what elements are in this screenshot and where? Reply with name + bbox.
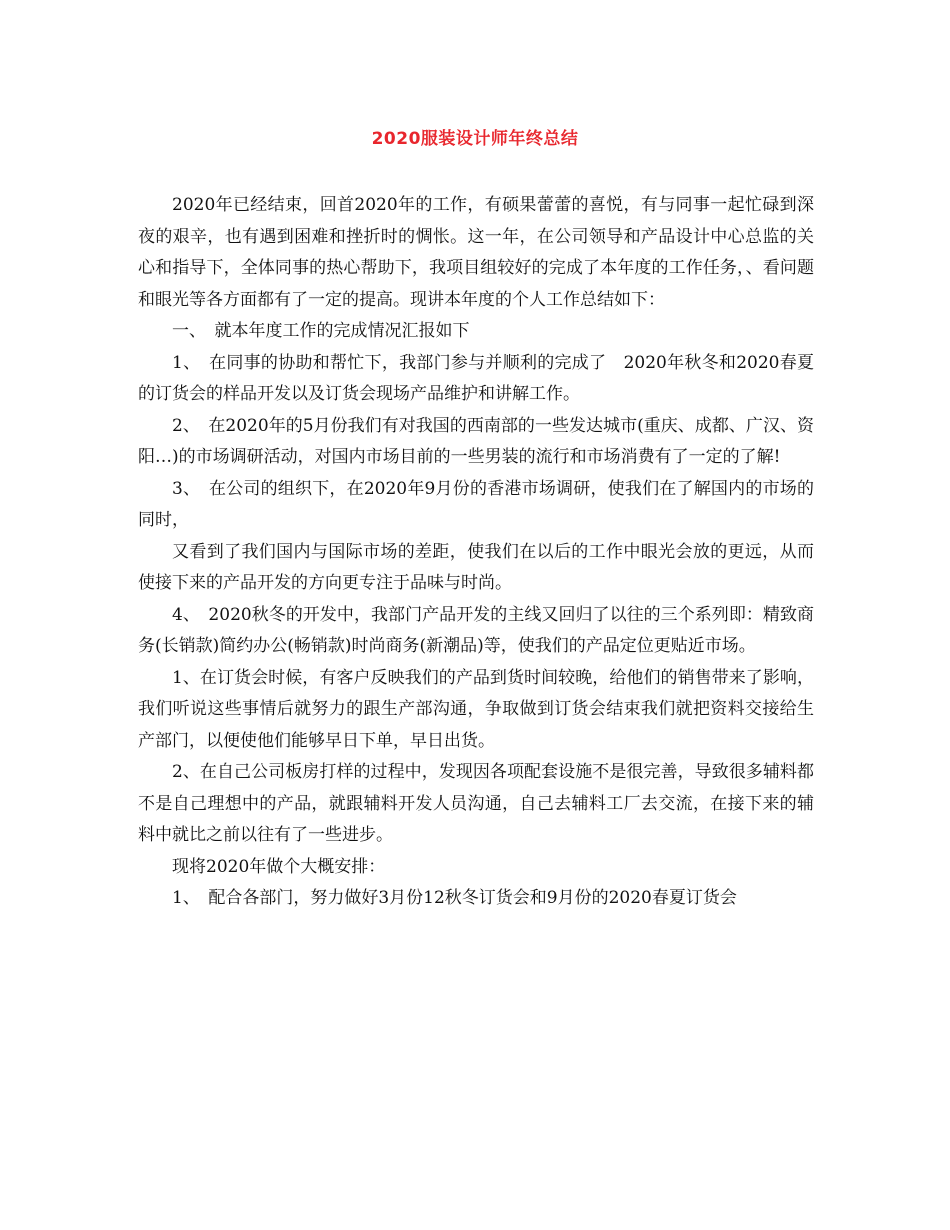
paragraph: 2、在自己公司板房打样的过程中，发现因各项配套设施不是很完善，导致很多辅料都不是自己理想中的产品，就跟辅料开发人员沟通，自己去辅料工厂去交流，在接下来的辅料中就比之前以往有了一些进步。 <box>138 762 814 845</box>
paragraph: 一、 就本年度工作的完成情况汇报如下 <box>172 321 470 341</box>
paragraph: 1、 在同事的协助和帮忙下，我部门参与并顺利的完成了 2020年秋冬和2020春夏的订货会的样品开发以及订货会现场产品维护和讲解工作。 <box>138 352 814 404</box>
paragraph: 3、 在公司的组织下，在2020年9月份的香港市场调研，使我们在了解国内的市场的同时， <box>138 478 814 530</box>
paragraph: 1、在订货会时候，有客户反映我们的产品到货时间较晚，给他们的销售带来了影响，我们听说这些事情后就努力的跟生产部沟通，争取做到订货会结束我们就把资料交接给生产部门，以便使他们能够早日下单，早日出货。 <box>138 667 814 751</box>
document-title: 2020服装设计师年终总结 <box>371 129 579 149</box>
paragraph: 2、 在2020年的5月份我们有对我国的西南部的一些发达城市(重庆、成都、广汉、资阳…)的市场调研活动，对国内市场目前的一些男装的流行和市场消费有了一定的了解! <box>138 415 814 467</box>
document-body <box>138 190 814 915</box>
paragraph: 又看到了我们国内与国际市场的差距，使我们在以后的工作中眼光会放的更远，从而使接下来的产品开发的方向更专注于品味与时尚。 <box>138 541 814 593</box>
paragraph: 2020年已经结束，回首2020年的工作，有硕果蕾蕾的喜悦，有与同事一起忙碌到深夜的艰辛，也有遇到困难和挫折时的惆怅。这一年，在公司领导和产品设计中心总监的关心和指导下，全体同事的热心帮助下，我项目组较好的完成了本年度的工作任务，、看问题和眼光等各方面都有了一定的提高。现讲本年度的个人工作总结如下： <box>138 195 814 310</box>
paragraph: 现将2020年做个大概安排： <box>172 856 386 877</box>
paragraph: 4、 2020秋冬的开发中，我部门产品开发的主线又回归了以往的三个系列即：精致商务(长销款)简约办公(畅销款)时尚商务(新潮品)等，使我们的产品定位更贴近市场。 <box>138 604 814 656</box>
paragraph: 1、 配合各部门，努力做好3月份12秋冬订货会和9月份的2020春夏订货会 <box>172 888 737 908</box>
